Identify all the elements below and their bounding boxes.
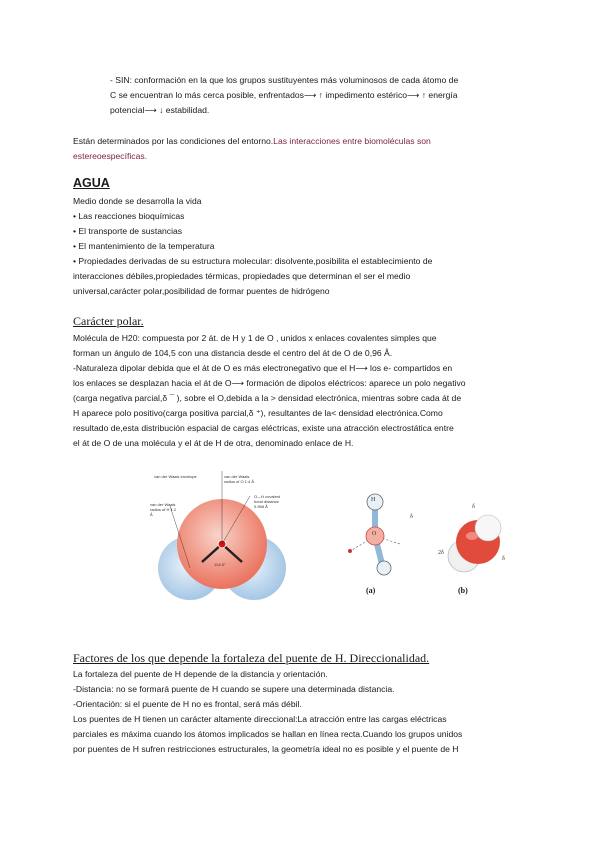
polar-line: H aparece polo positivo(carga positiva parcial,δ ⁺), resultantes de la< densidad electrónica.Como — [73, 408, 443, 418]
agua-cont-2: universal,carácter polar,posibilidad de formar puentes de hidrógeno — [73, 286, 330, 296]
polar-line: (carga negativa parcial,δ ¯ ), sobre el O,debida a la > densidad electrónica, mientras sobre cada át de — [73, 393, 462, 403]
factores-line: -Distancia: no se formará puente de H cuando se supere una determinada distancia. — [73, 684, 395, 694]
factores-line: La fortaleza del puente de H depende de la distancia y orientación. — [73, 669, 328, 679]
vdw-radius-h-label: van der Waals radius of H 1.2 Å — [150, 502, 177, 517]
vdw-envelope-label: van der Waals envelope — [154, 474, 197, 479]
sin-line-1: - SIN: conformación en la que los grupos sustituyentes más voluminosos de cada átomo de — [110, 75, 459, 85]
lone-pair-dot — [348, 549, 352, 553]
atom-h-label: H — [371, 497, 376, 503]
caption-a: (a) — [366, 586, 376, 595]
polar-line: forman un ángulo de 104,5 con una distancia desde el centro del át de O de 0,96 Å. — [73, 348, 393, 358]
agua-intro: Medio donde se desarrolla la vida — [73, 196, 202, 206]
partial-charge-label: δ — [472, 504, 475, 510]
agua-bullet: • El transporte de sustancias — [73, 226, 183, 236]
entorno-line-1 — [73, 134, 431, 149]
partial-charge-label: δ — [502, 556, 505, 562]
water-ball-stick-figure — [338, 486, 428, 595]
agua-heading: AGUA — [73, 176, 110, 190]
polar-heading: Carácter polar. — [73, 314, 144, 328]
space-filling-b-svg — [444, 504, 514, 584]
entorno-line-2: estereoespecíficas. — [73, 151, 148, 161]
sin-line-3: potencial⟶ ↓ estabilidad. — [110, 105, 210, 115]
factores-line: parciales es máxima cuando los átomos implicados se hallan en línea recta.Cuando los grupos unidos — [73, 729, 463, 739]
water-space-filling-figure — [150, 466, 290, 611]
polar-line: el át de O de una molécula y el át de H de otra, denominado enlace de H. — [73, 438, 354, 448]
polar-line: los enlaces se desplazan hacia el át de O⟶ formación de dipolos eléctricos: aparece un polo negativo — [73, 378, 466, 388]
factores-heading: Factores de los que depende la fortaleza del puente de H. Direccionalidad. — [73, 651, 430, 665]
water-space-filling-b-figure — [438, 504, 514, 595]
bond-angle-label: 104.5° — [214, 562, 226, 567]
polar-line: resultado de,esta distribución espacial de cargas eléctricas, existe una atracción electrostática entre — [73, 423, 454, 433]
oh-bond-distance-label: O—H covalent bond distance 0.958 Å — [254, 494, 281, 509]
polar-line: Molécula de H20: compuesta por 2 át. de H y 1 de O , unidos x enlaces covalentes simples que — [73, 333, 437, 343]
sin-line-2: C se encuentran lo más cerca posible, enfrentados⟶ ↑ impedimento estérico⟶ ↑ energía — [110, 90, 458, 100]
highlight — [466, 532, 478, 540]
polar-line: -Naturaleza dipolar debida que el át de O es más electronegativo que el H⟶ los e- compartidos en — [73, 363, 453, 373]
entorno-text: Están determinados por las condiciones del entorno. — [73, 136, 274, 146]
hydrogen-sphere-b-right — [475, 515, 501, 541]
entorno-highlight: Las interacciones entre biomoléculas son — [273, 136, 431, 146]
partial-charge-2d-label: 2δ — [438, 550, 444, 556]
factores-line: -Orientación: si el puente de H no es frontal, será más débil. — [73, 699, 302, 709]
water-molecule-svg — [150, 466, 290, 606]
agua-cont-1: interacciones débiles,propiedades térmicas, propiedades que determinan el ser el medio — [73, 271, 411, 281]
caption-b: (b) — [458, 586, 468, 595]
partial-charge-label: δ — [410, 514, 413, 520]
agua-bullet: • Las reacciones bioquímicas — [73, 211, 185, 221]
factores-line: por puentes de H sufren restricciones estructurales, la geometría ideal no es posible y el puente de H — [73, 744, 459, 754]
agua-bullet: • Propiedades derivadas de su estructura molecular: disolvente,posibilita el establecimiento de — [73, 256, 433, 266]
atom-o-label: O — [372, 531, 377, 537]
vdw-radius-o-label: van der Waals radius of O 1.4 Å — [224, 474, 255, 484]
factores-line: Los puentes de H tienen un carácter altamente direccional:La atracción entre las cargas eléctricas — [73, 714, 447, 724]
ball-stick-svg — [338, 486, 428, 586]
hydrogen-atom-bottom — [377, 561, 391, 575]
agua-bullet: • El mantenimiento de la temperatura — [73, 241, 215, 251]
